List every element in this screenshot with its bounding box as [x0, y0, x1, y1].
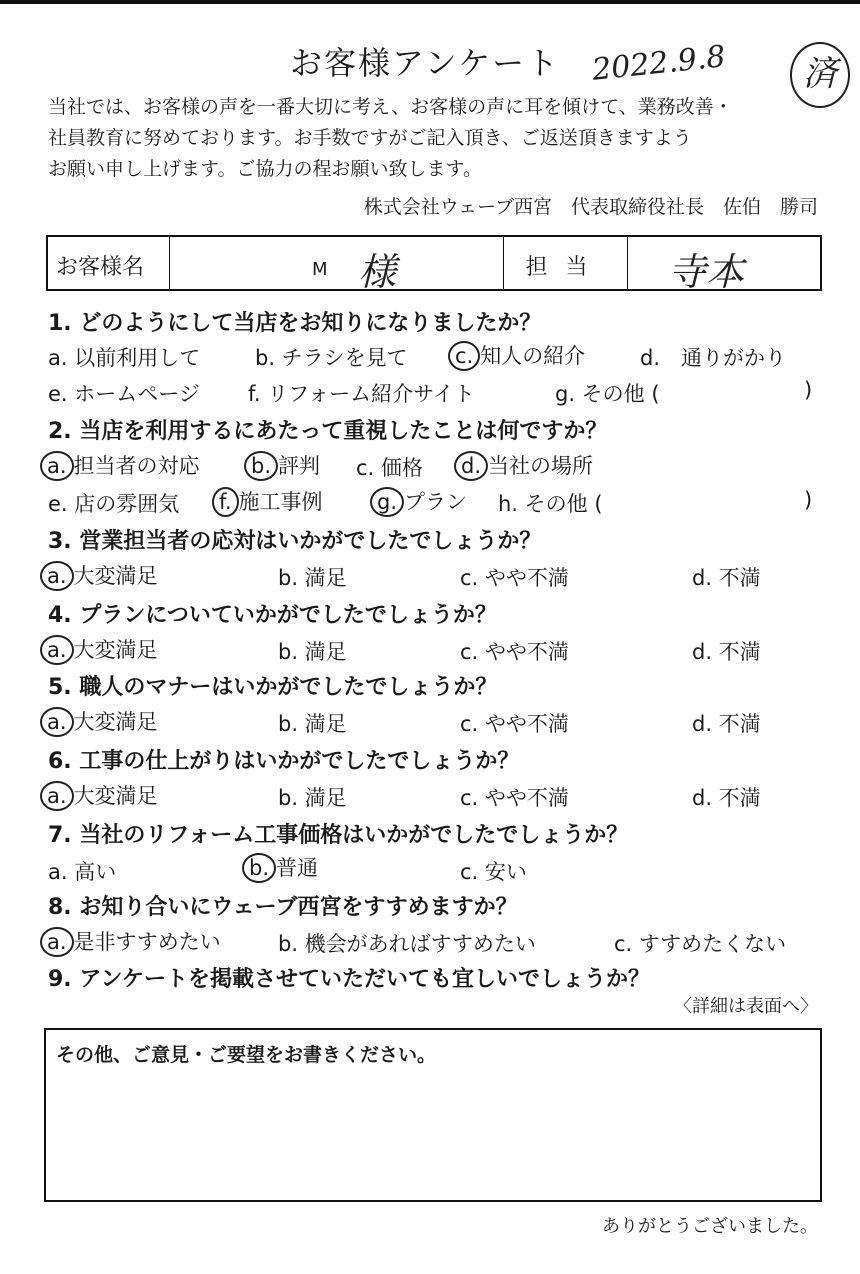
staff-label: 担当 [504, 237, 628, 289]
option-6b[interactable]: b. 満足 [278, 786, 347, 810]
question-5: 5. 職人のマナーはいかがでしたでしょうか？ [48, 675, 498, 700]
question-7: 7. 当社のリフォーム工事価格はいかがでしたでしょうか？ [48, 823, 629, 848]
option-2f[interactable]: f. 施工事例 [212, 486, 323, 517]
option-7a[interactable]: a. 高い [48, 860, 117, 884]
customer-name-field[interactable] [170, 237, 504, 294]
comment-box[interactable] [44, 1028, 822, 1202]
staff-name: 寺本 [668, 250, 745, 294]
answer-circle-mark: a. [40, 927, 74, 957]
answer-circle-mark: b. [244, 451, 278, 481]
option-6c[interactable]: c. やや不満 [460, 786, 569, 810]
option-2g[interactable]: g. プラン [370, 486, 467, 517]
answer-circle-mark: a. [40, 451, 74, 481]
processed-stamp: 済 [790, 42, 850, 108]
answer-circle-mark: b. [242, 853, 276, 883]
question-8: 8. お知り合いにウェーブ西宮をすすめますか？ [48, 895, 518, 920]
intro-text [48, 92, 733, 185]
company-signature: 株式会社ウェーブ西宮 代表取締役社長 佐伯 勝司 [363, 196, 818, 218]
answer-circle-mark: a. [40, 707, 74, 737]
answer-circle-mark: f. [212, 487, 239, 517]
option-6a[interactable]: a. 大変満足 [40, 780, 158, 811]
option-5d[interactable]: d. 不満 [692, 712, 761, 736]
option-2h-close-paren: ) [804, 488, 813, 512]
option-3c[interactable]: c. やや不満 [460, 566, 569, 590]
option-5a[interactable]: a. 大変満足 [40, 706, 158, 737]
question-6: 6. 工事の仕上がりはいかがでしたでしょうか？ [48, 749, 520, 774]
survey-title: お客様アンケート [290, 44, 561, 82]
detail-note: 〈詳細は表面へ〉 [674, 996, 818, 1017]
intro-line: お願い申し上げます。ご協力の程お願い致します。 [48, 158, 482, 180]
option-1c[interactable]: c. 知人の紹介 [448, 340, 585, 371]
question-4: 4. プランについていかがでしたでしょうか？ [48, 603, 497, 628]
question-1: 1. どのようにして当店をお知りになりましたか？ [48, 311, 542, 336]
option-2h[interactable]: h. その他 ( [498, 492, 603, 516]
option-1d[interactable]: d. 通りがかり [640, 346, 787, 370]
option-4a[interactable]: a. 大変満足 [40, 634, 158, 665]
option-2a[interactable]: a. 担当者の対応 [40, 450, 200, 481]
intro-line: 社員教育に努めております。お手数ですがご記入頂き、ご返送頂きますよう [48, 127, 692, 149]
option-5c[interactable]: c. やや不満 [460, 712, 569, 736]
option-8c[interactable]: c. すすめたくない [614, 932, 787, 956]
customer-initial: M [312, 259, 328, 280]
option-5b[interactable]: b. 満足 [278, 712, 347, 736]
option-6d[interactable]: d. 不満 [692, 786, 761, 810]
option-2c[interactable]: c. 価格 [356, 456, 423, 480]
option-7b[interactable]: b. 普通 [242, 852, 318, 883]
option-2b[interactable]: b. 評判 [244, 450, 320, 481]
option-1f[interactable]: f. リフォーム紹介サイト [248, 382, 475, 406]
option-1e[interactable]: e. ホームページ [48, 382, 200, 406]
customer-honorific: 様 [358, 250, 397, 294]
thank-you-text: ありがとうございました。 [602, 1216, 818, 1237]
question-2: 2. 当店を利用するにあたって重視したことは何ですか？ [48, 419, 608, 444]
customer-name-label: お客様名 [48, 237, 170, 289]
option-1g[interactable]: g. その他 ( [555, 382, 660, 406]
staff-name-field[interactable] [628, 237, 820, 294]
option-1b[interactable]: b. チラシを見て [255, 346, 408, 370]
customer-info-table [46, 235, 822, 294]
option-2e[interactable]: e. 店の雰囲気 [48, 492, 180, 516]
answer-circle-mark: c. [448, 341, 480, 371]
answer-circle-mark: g. [370, 487, 404, 517]
top-border-line [0, 0, 860, 4]
option-4b[interactable]: b. 満足 [278, 640, 347, 664]
option-3a[interactable]: a. 大変満足 [40, 560, 158, 591]
option-3d[interactable]: d. 不満 [692, 566, 761, 590]
option-4d[interactable]: d. 不満 [692, 640, 761, 664]
answer-circle-mark: a. [40, 635, 74, 665]
option-8a[interactable]: a. 是非すすめたい [40, 926, 221, 957]
handwritten-date: 2022.9.8 [590, 39, 728, 88]
question-9: 9. アンケートを掲載させていただいても宜しいでしょうか？ [48, 967, 651, 992]
option-3b[interactable]: b. 満足 [278, 566, 347, 590]
option-1g-close-paren: ) [804, 378, 813, 402]
question-3: 3. 営業担当者の応対はいかがでしたでしょうか？ [48, 529, 542, 554]
answer-circle-mark: a. [40, 561, 74, 591]
option-2d[interactable]: d. 当社の場所 [454, 450, 593, 481]
comment-box-title: その他、ご意見・ご要望をお書きください。 [56, 1044, 437, 1066]
option-8b[interactable]: b. 機会があればすすめたい [278, 932, 536, 956]
intro-line: 当社では、お客様の声を一番大切に考え、お客様の声に耳を傾けて、業務改善・ [48, 96, 733, 118]
option-4c[interactable]: c. やや不満 [460, 640, 569, 664]
answer-circle-mark: a. [40, 781, 74, 811]
option-7c[interactable]: c. 安い [460, 860, 527, 884]
answer-circle-mark: d. [454, 451, 488, 481]
option-1a[interactable]: a. 以前利用して [48, 346, 201, 370]
